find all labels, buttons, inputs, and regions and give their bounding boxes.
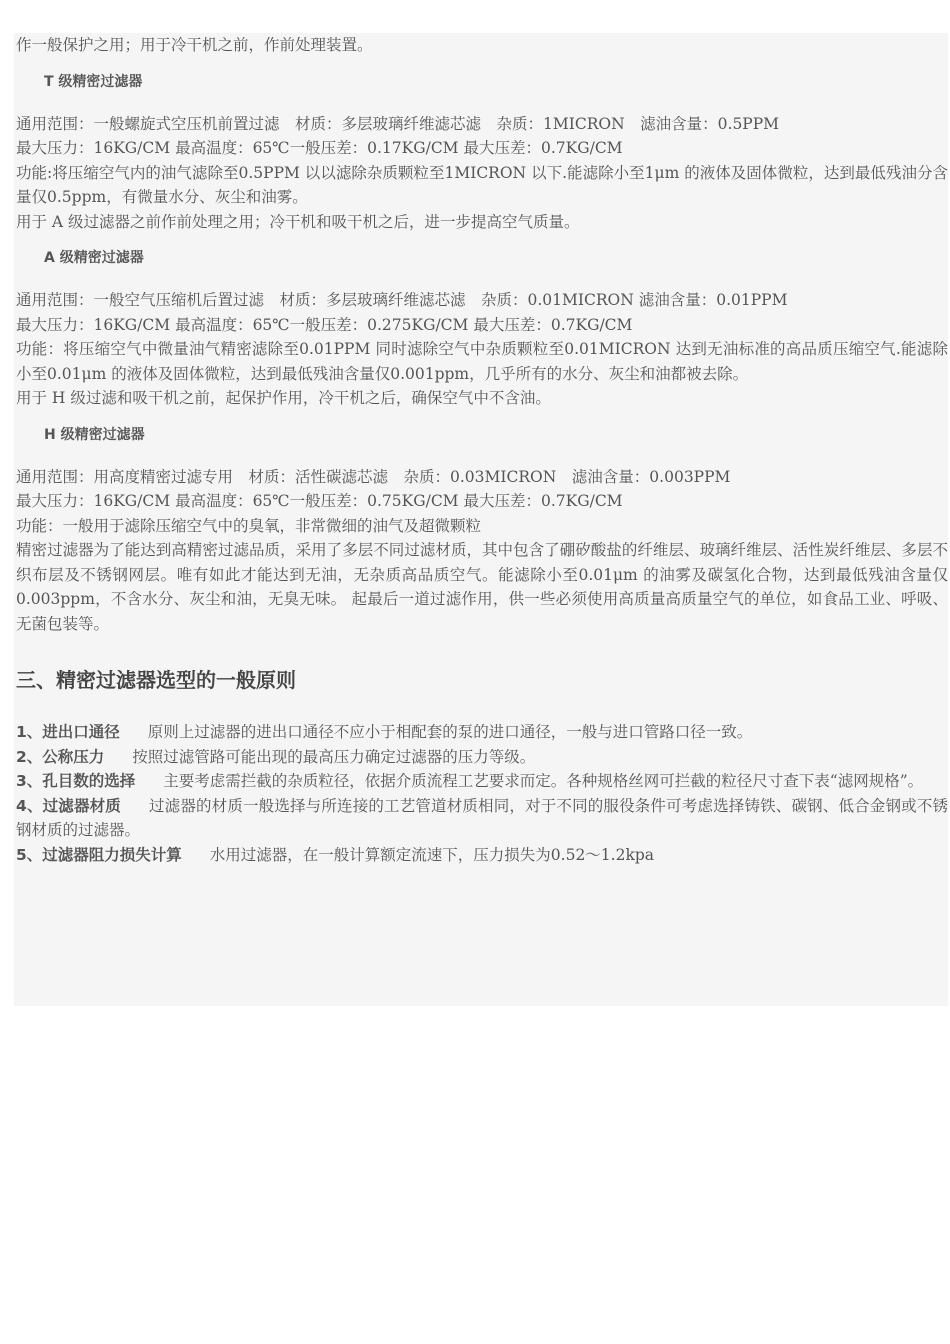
selection-item (16, 794, 948, 843)
selection-item-label: 2、公称压力 (16, 747, 105, 766)
selection-title: 三、精密过滤器选型的一般原则 (16, 668, 296, 692)
h-grade-pressure: 最大压力：16KG/CM 最高温度：65℃一般压差：0.75KG/CM 最大压差：0.7KG/CM (16, 492, 623, 510)
selection-item (16, 720, 948, 745)
a-grade-pressure: 最大压力：16KG/CM 最高温度：65℃一般压差：0.275KG/CM 最大压差：0.7KG/CM (16, 315, 633, 334)
h-grade-description: 精密过滤器为了能达到高精密过滤品质，采用了多层不同过滤材质，其中包含了硼矽酸盐的纤维层、玻璃纤维层、活性炭纤维层、多层不织布层及不锈钢网层。唯有如此才能达到无油，无杂质高品质空气。能滤除小至0.01μm 的油雾及碳氢化合物，达到最低残油含量仅0.003ppm，不含水分、灰尘和油，无臭无味。 起最后一道过滤作用，供一些必须使用高质量高质量空气的单位，如食品工业、呼吸、无菌包装等。 (16, 541, 948, 633)
intro-line: 作一般保护之用；用于冷干机之前，作前处理装置。 (16, 36, 373, 54)
t-grade-pressure: 最大压力：16KG/CM 最高温度：65℃一般压差：0.17KG/CM 最大压差：0.7KG/CM (16, 139, 623, 157)
selection-item-text: 按照过滤管路可能出现的最高压力确定过滤器的压力等级。 (132, 747, 536, 766)
t-grade-function: 功能:将压缩空气内的油气滤除至0.5PPM 以以滤除杂质颗粒至1MICRON 以下.能滤除小至1μm 的液体及固体微粒，达到最低残油分含量仅0.5ppm，有微量水分、灰尘和油雾。 (16, 163, 948, 206)
a-grade-usage: 用于 H 级过滤和吸干机之前，起保护作用，冷干机之后，确保空气中不含油。 (16, 389, 551, 407)
a-grade-heading: A 级精密过滤器 (44, 250, 144, 266)
a-grade-scope: 通用范围：一般空气压缩机后置过滤 材质：多层玻璃纤维滤芯滤 杂质：0.01MICRON 滤油含量：0.01PPM (16, 291, 788, 309)
h-grade-heading: H 级精密过滤器 (44, 426, 145, 443)
h-grade-function: 功能：一般用于滤除压缩空气中的臭氧，非常微细的油气及超微颗粒 (16, 516, 482, 535)
h-grade-scope: 通用范围：用高度精密过滤专用 材质：活性碳滤芯滤 杂质：0.03MICRON 滤油含量：0.003PPM (16, 467, 731, 486)
selection-item (16, 745, 948, 770)
selection-item-text: 过滤器的材质一般选择与所连接的工艺管道材质相同，对于不同的服役条件可考虑选择铸铁、碳钢、低合金钢或不锈钢材质的过滤器。 (16, 796, 948, 839)
selection-item-text: 水用过滤器，在一般计算额定流速下，压力损失为0.52～1.2kpa (209, 845, 655, 864)
selection-item-text: 主要考虑需拦截的杂质粒径，依据介质流程工艺要求而定。各种规格丝网可拦截的粒径尺寸查下表“滤网规格”。 (163, 772, 924, 790)
selection-item-label: 4、过滤器材质 (16, 796, 121, 815)
document-body (14, 33, 948, 1006)
a-grade-function: 功能：将压缩空气中微量油气精密滤除至0.01PPM 同时滤除空气中杂质颗粒至0.01MICRON 达到无油标准的高品质压缩空气.能滤除小至0.01μm 的液体及固体微粒，达到最低残油含量仅0.001ppm，几乎所有的水分、灰尘和油都被去除。 (16, 340, 948, 383)
selection-item-label: 5、过滤器阻力损失计算 (16, 845, 182, 864)
selection-item (16, 769, 948, 794)
selection-item-label: 1、进出口通径 (16, 723, 120, 741)
selection-item-label: 3、孔目数的选择 (16, 772, 136, 790)
selection-item (16, 843, 948, 868)
selection-list (16, 720, 948, 867)
t-grade-usage: 用于 A 级过滤器之前作前处理之用；冷干机和吸干机之后，进一步提高空气质量。 (16, 212, 580, 231)
t-grade-heading: T 级精密过滤器 (44, 73, 143, 90)
t-grade-scope: 通用范围：一般螺旋式空压机前置过滤 材质：多层玻璃纤维滤芯滤 杂质：1MICRON 滤油含量：0.5PPM (16, 114, 780, 133)
selection-item-text: 原则上过滤器的进出口通径不应小于相配套的泵的进口通径，一般与进口管路口径一致。 (147, 723, 753, 741)
